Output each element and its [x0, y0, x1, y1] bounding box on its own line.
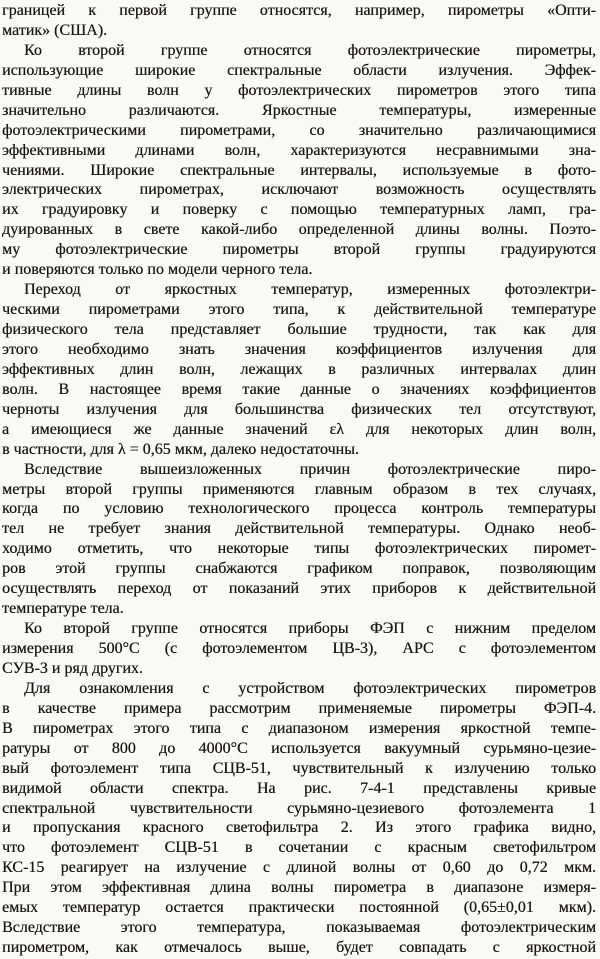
text-line: чениями. Широкие спектральные интервалы, используемые в фото- — [2, 161, 596, 179]
text-line: границей к первой группе относятся, например, пирометры «Опти- — [2, 2, 596, 19]
text-line: тел не требует знания действительной температуры. Однако необ- — [2, 520, 596, 538]
text-line: метры второй группы применяются главным образом в тех случаях, — [2, 480, 596, 498]
text-line: и пропускания красного светофильтра 2. Из этого графика видно, — [2, 819, 596, 837]
text-line: что фотоэлемент СЦВ-51 в сочетании с красным светофильтром — [2, 839, 596, 857]
text-line: Ко второй группе относятся фотоэлектрические пирометры, — [24, 41, 596, 59]
text-line: Вследствие вышеизложенных причин фотоэлектрические пиро- — [24, 460, 596, 478]
text-line: ходимо отметить, что некоторые типы фотоэлектрических пиромет- — [2, 540, 596, 558]
text-line: ратуры от 800 до 4000°С используется вакуумный сурьмяно-цезие- — [2, 739, 596, 757]
text-line: и поверяются только по модели черного тела. — [2, 261, 313, 279]
text-line: электрических пирометрах, исключают возможность осуществлять — [2, 181, 596, 199]
text-line: фотоэлектрическими пирометрами, со значительно различающимися — [2, 121, 596, 139]
text-line: эффективными длинами волн, характеризуются несравнимыми зна- — [2, 141, 596, 159]
text-line: Переход от яркостных температур, измеренных фотоэлектри- — [24, 281, 596, 299]
text-line: ров этой группы снабжаются графиком поправок, позволяющим — [2, 560, 596, 578]
text-line: значительно различаются. Яркостные температуры, измеренные — [2, 101, 596, 119]
paragraph-1 — [2, 1, 596, 41]
text-line: спектральной чувствительности сурьмяно-цезиевого фотоэлемента 1 — [2, 799, 596, 817]
text-line: В пирометрах этого типа с диапазоном измерения яркостной темпе- — [2, 719, 596, 737]
text-line: пирометром, как отмечалось выше, будет совпадать с яркостной — [2, 939, 596, 957]
text-line: вый фотоэлемент типа СЦВ-51, чувствительный к излучению только — [2, 759, 596, 777]
text-line: При этом эффективная длина волны пирометра в диапазоне измеря- — [2, 879, 596, 897]
text-line: КС-15 реагирует на излучение с длиной волны от 0,60 до 0,72 мкм. — [2, 859, 596, 877]
paragraph-3 — [2, 280, 596, 459]
paragraph-2 — [2, 41, 596, 280]
text-line: волн. В настоящее время такие данные о значениях коэффициентов — [2, 380, 596, 398]
text-line: когда по условию технологического процесса контроль температуры — [2, 500, 596, 518]
text-line: их градуировку и поверку с помощью температурных ламп, гра- — [2, 201, 596, 219]
paragraph-5 — [2, 619, 596, 679]
text-line: этого необходимо знать значения коэффициентов излучения для — [2, 340, 596, 358]
text-line: эффективных длин волн, лежащих в различных интервалах длин — [2, 360, 596, 378]
text-line: дуированных в свете какой-либо определенной длины волны. Поэто- — [2, 221, 596, 239]
text-line: в частности, для λ = 0,65 мкм, далеко недостаточны. — [2, 440, 359, 458]
text-line: температуре тела. — [2, 600, 124, 618]
text-line: Ко второй группе относятся приборы ФЭП с нижним пределом — [24, 620, 596, 638]
text-line: матик» (США). — [2, 21, 108, 39]
text-line: использующие широкие спектральные области излучения. Эффек- — [2, 61, 596, 79]
text-line: измерения 500°С (с фотоэлементом ЦВ-3), АРС с фотоэлементом — [2, 640, 596, 657]
text-line: осуществлять переход от показаний этих приборов к действительной — [2, 580, 596, 598]
text-line: тивные длины волн у фотоэлектрических пирометров этого типа — [2, 81, 596, 99]
text-line: черноты излучения для большинства физических тел отсутствуют, — [2, 400, 596, 418]
text-line: видимой области спектра. На рис. 7-4-1 представлены кривые — [2, 779, 596, 797]
text-line: емых температур остается практически постоянной (0,65±0,01 мкм). — [2, 899, 596, 917]
text-line: ческими пирометрами этого типа, к действительной температуре — [2, 301, 596, 319]
text-line: му фотоэлектрические пирометры второй группы градуируются — [2, 241, 596, 259]
paragraph-6 — [2, 679, 596, 958]
text-line: Вследствие этого температура, показываемая фотоэлектрическим — [2, 919, 596, 937]
text-line: Для ознакомления с устройством фотоэлектрических пирометров — [24, 679, 596, 697]
paragraph-4 — [2, 460, 596, 620]
text-line: а имеющиеся же данные значений ελ для некоторых длин волн, — [2, 420, 596, 438]
text-line: в качестве примера рассмотрим применяемые пирометры ФЭП-4. — [2, 699, 596, 717]
text-line: СУВ-3 и ряд других. — [2, 659, 143, 677]
text-line: физического тела представляет большие трудности, так как для — [2, 321, 596, 338]
